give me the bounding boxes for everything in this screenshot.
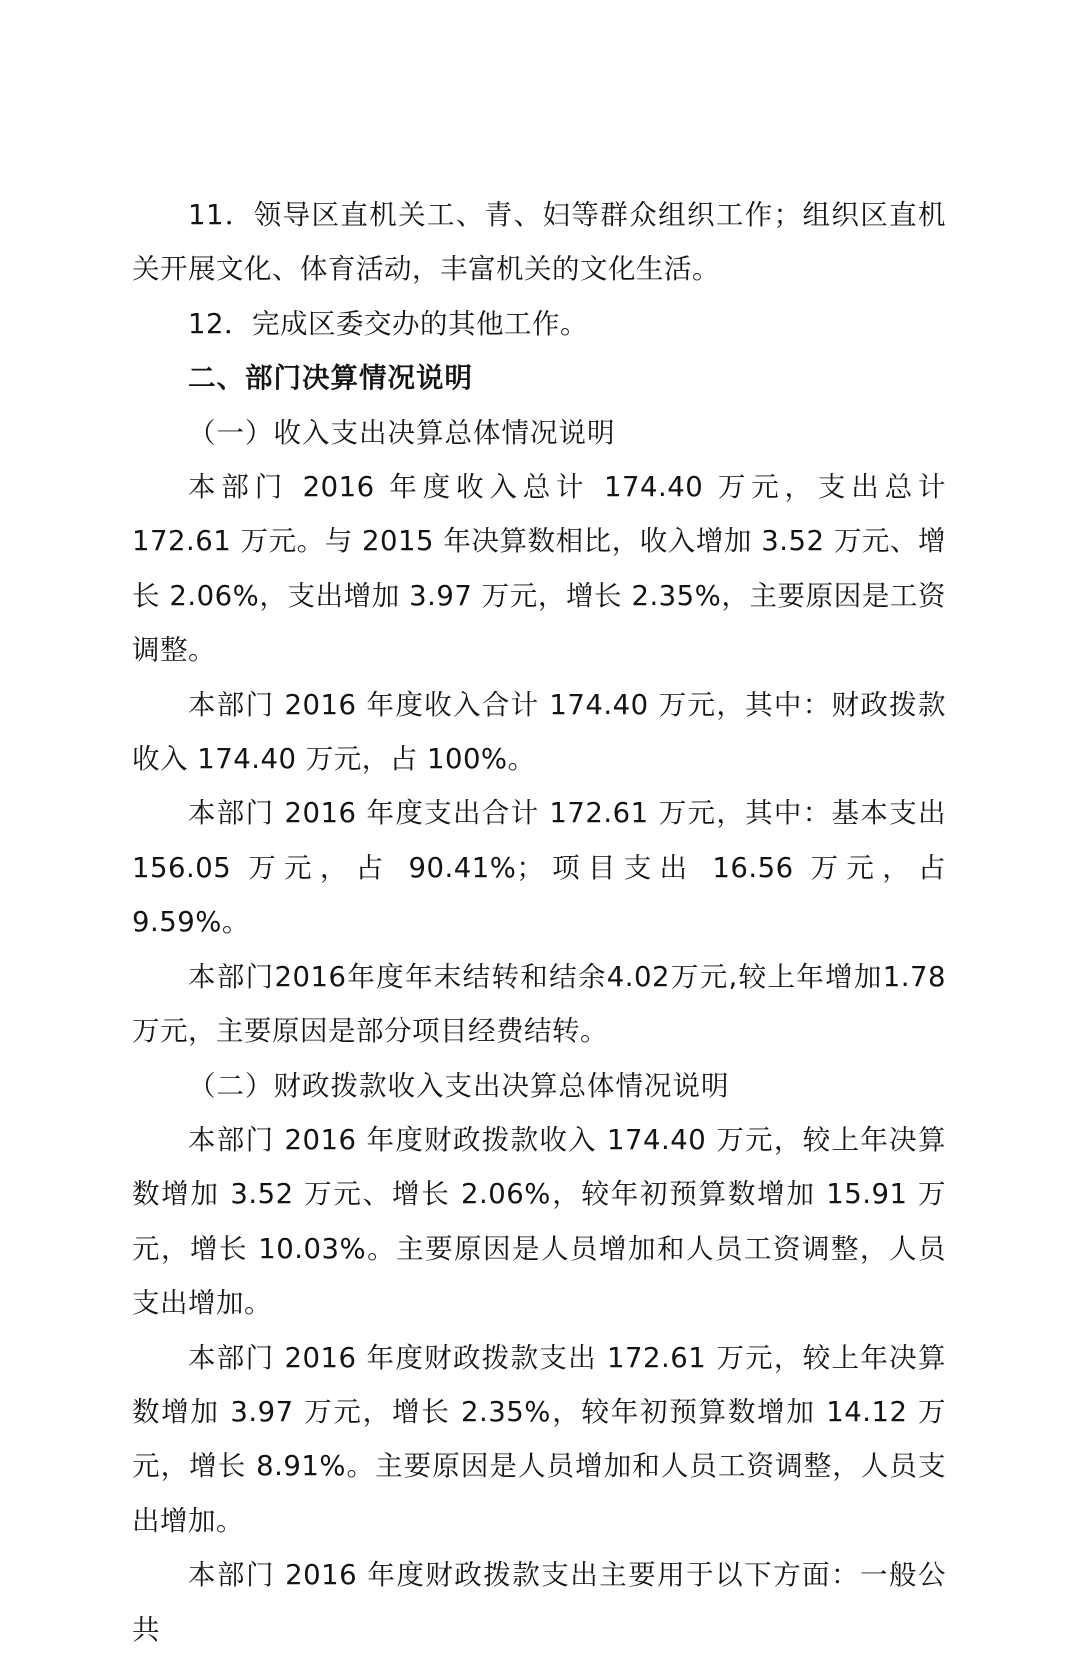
section-heading: 二、部门决算情况说明 (188, 362, 473, 395)
paragraph-duty-11: 11．领导区直机关工、青、妇等群众组织工作；组织区直机关开展文化、体育活动，丰富机关的文化生活。 (132, 199, 946, 286)
paragraph-fiscal-expense: 本部门 2016 年度财政拨款支出 172.61 万元，较上年决算数增加 3.97 万元，增长 2.35%，较年初预算数增加 14.12 万元，增长 8.91%。主要原因是人员增加和人员工资调整，人员支出增加。 (132, 1341, 946, 1537)
document-body (132, 188, 946, 1657)
paragraph-expense-sum: 本部门 2016 年度支出合计 172.61 万元，其中：基本支出 156.05 万元，占 90.41%；项目支出 16.56 万元，占 9.59%。 (132, 797, 946, 939)
paragraph-fiscal-expense-usage: 本部门 2016 年度财政拨款支出主要用于以下方面：一般公共 (132, 1559, 946, 1646)
paragraph-year-end-balance: 本部门2016年度年末结转和结余4.02万元,较上年增加1.78万元，主要原因是部分项目经费结转。 (132, 960, 946, 1048)
paragraph-income-sum: 本部门 2016 年度收入合计 174.40 万元，其中：财政拨款收入 174.40 万元，占 100%。 (132, 688, 946, 776)
paragraph-income-expense-total: 本部门 2016 年度收入总计 174.40 万元，支出总计 172.61 万元。与 2015 年决算数相比，收入增加 3.52 万元、增长 2.06%，支出增加 3.97 万元，增长 2.35%，主要原因是工资调整。 (132, 471, 946, 667)
paragraph-fiscal-income: 本部门 2016 年度财政拨款收入 174.40 万元，较上年决算数增加 3.52 万元、增长 2.06%，较年初预算数增加 15.91 万元，增长 10.03%。主要原因是人员增加和人员工资调整，人员支出增加。 (132, 1123, 946, 1320)
subsection-heading-1: （一）收入支出决算总体情况说明 (188, 416, 616, 449)
subsection-heading-2: （二）财政拨款收入支出决算总体情况说明 (188, 1069, 730, 1102)
paragraph-duty-12: 12．完成区委交办的其他工作。 (188, 307, 588, 340)
